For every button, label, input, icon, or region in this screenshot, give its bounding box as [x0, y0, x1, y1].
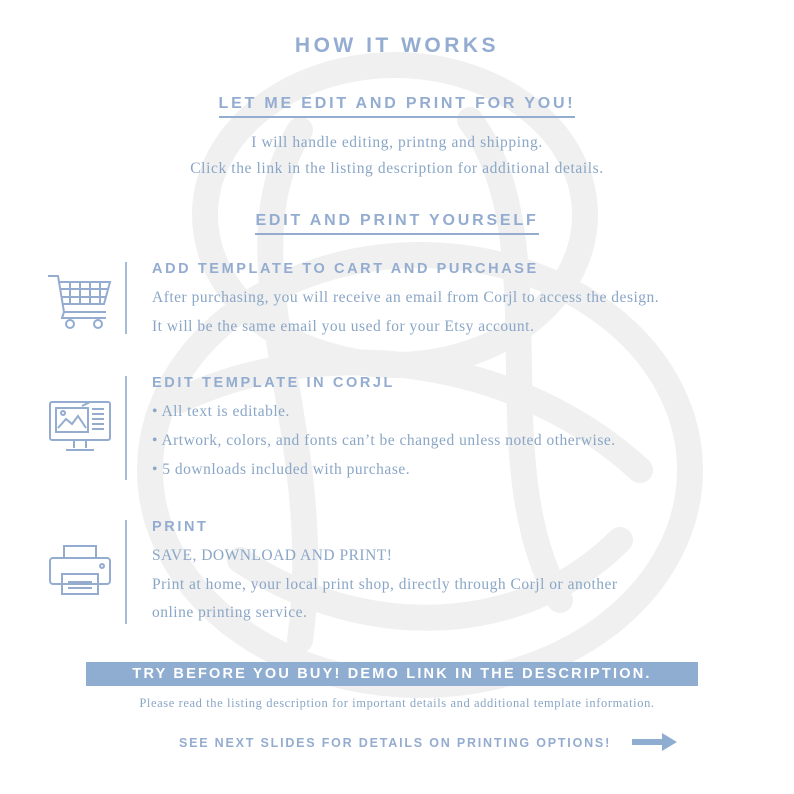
step2-divider: [125, 376, 127, 480]
step1-line1: After purchasing, you will receive an email from Corjl to access the design.: [152, 289, 660, 306]
printer-icon: [48, 542, 112, 596]
arrow-right-icon: [632, 731, 678, 753]
option1-line2: Click the link in the listing description for additional details.: [190, 160, 604, 177]
option1-heading: [0, 95, 794, 118]
step1-divider: [125, 262, 127, 334]
step3-line2: Print at home, your local print shop, directly through Corjl or another: [152, 576, 618, 593]
step3-heading: PRINT: [152, 519, 209, 535]
page-title: HOW IT WORKS: [294, 34, 500, 57]
option1-line1: I will handle editing, printng and shipping.: [251, 134, 543, 151]
demo-banner: TRY BEFORE YOU BUY! DEMO LINK IN THE DESCRIPTION.: [86, 662, 698, 686]
computer-monitor-icon: [48, 400, 112, 456]
option2-heading: [0, 212, 794, 235]
option1-heading-text: LET ME EDIT AND PRINT FOR YOU!: [219, 95, 576, 118]
step2-line1: • All text is editable.: [152, 403, 290, 420]
option2-heading-text: EDIT AND PRINT YOURSELF: [255, 212, 538, 235]
shopping-cart-icon: [46, 272, 114, 332]
step3-divider: [125, 520, 127, 624]
step2-line2: • Artwork, colors, and fonts can’t be changed unless noted otherwise.: [152, 432, 616, 449]
listing-note: Please read the listing description for important details and additional template information.: [139, 696, 655, 710]
step1-line2: It will be the same email you used for your Etsy account.: [152, 318, 535, 335]
step3-line1: SAVE, DOWNLOAD AND PRINT!: [152, 547, 393, 564]
step1-heading: ADD TEMPLATE TO CART AND PURCHASE: [152, 261, 539, 277]
step2-heading: EDIT TEMPLATE IN CORJL: [152, 375, 396, 391]
next-slides-text: SEE NEXT SLIDES FOR DETAILS ON PRINTING OPTIONS!: [179, 736, 612, 750]
step3-line3: online printing service.: [152, 604, 308, 621]
step2-line3: • 5 downloads included with purchase.: [152, 461, 411, 478]
